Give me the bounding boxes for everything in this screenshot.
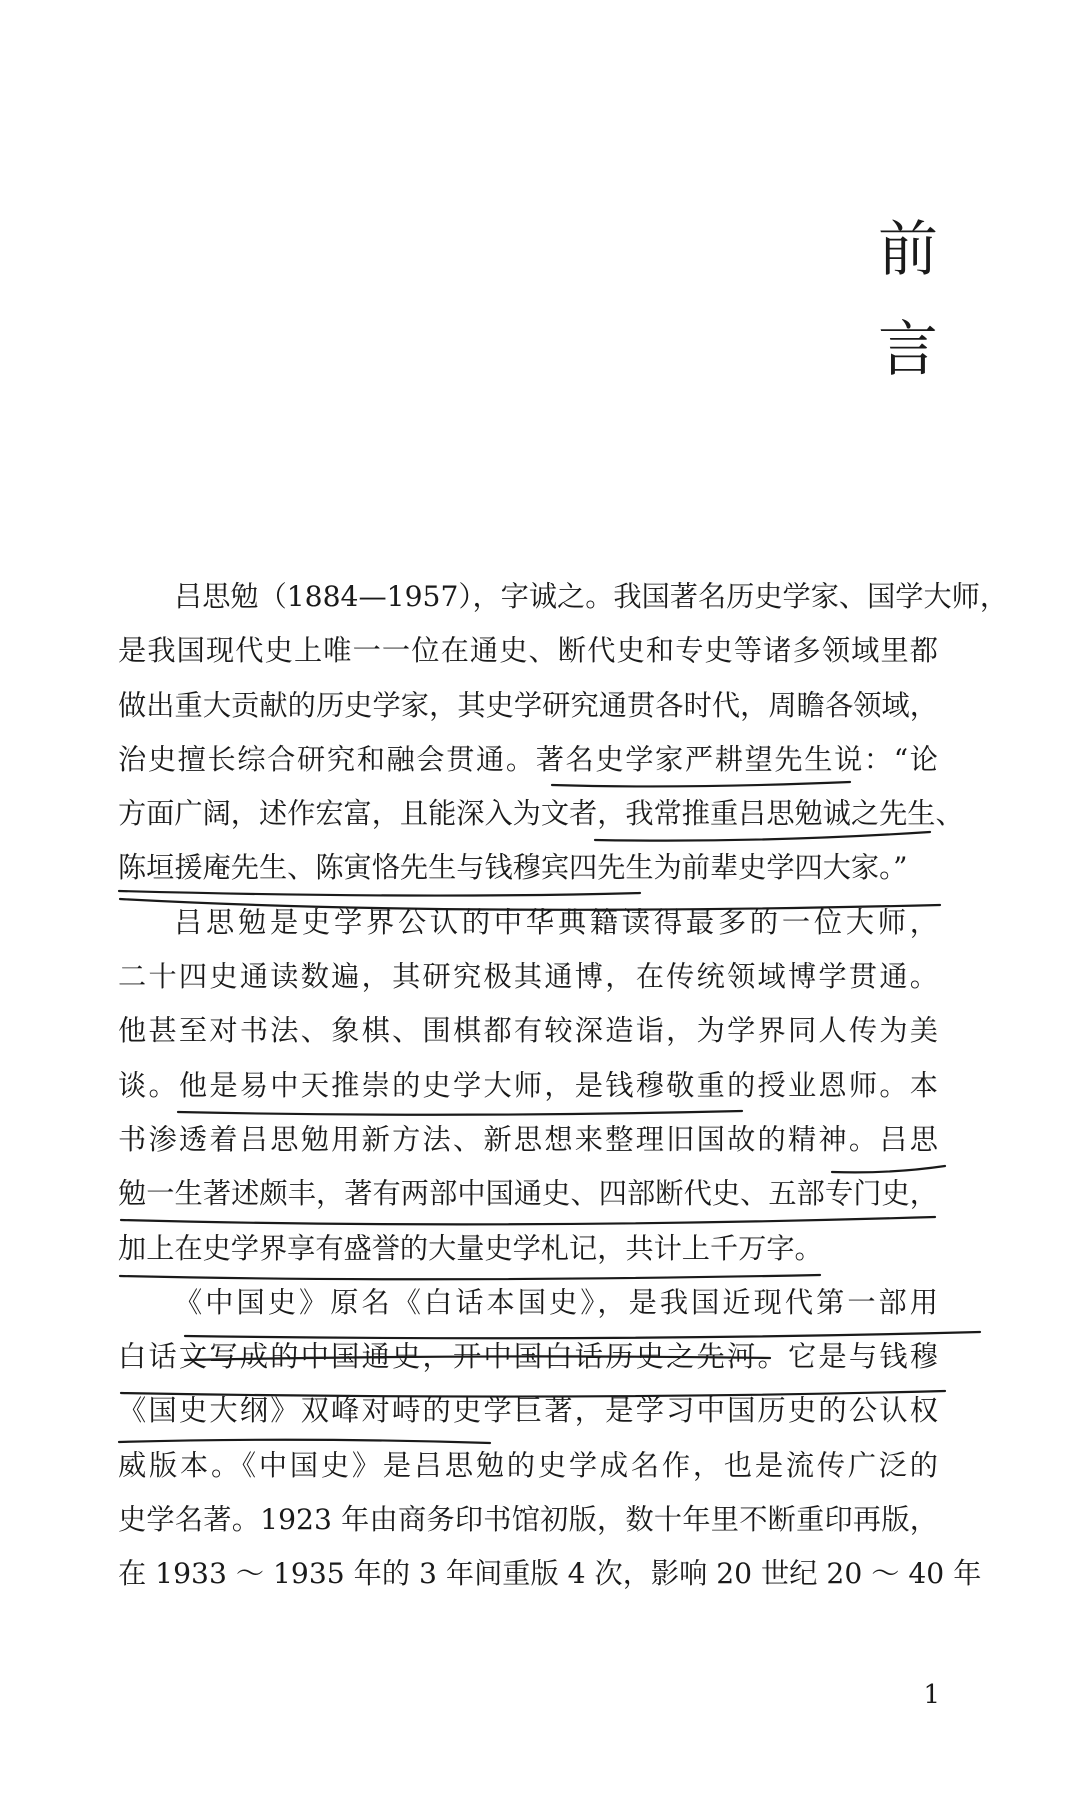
text-line: 白话文写成的中国通史，开中国白话历史之先河。它是与钱穆	[118, 1340, 938, 1374]
title-char-1: 前	[878, 215, 938, 285]
text-line: 他甚至对书法、象棋、围棋都有较深造诣，为学界同人传为美	[118, 1014, 938, 1048]
text-line: 《国史大纲》双峰对峙的史学巨著，是学习中国历史的公认权	[118, 1394, 938, 1428]
text-line: 书渗透着吕思勉用新方法、新思想来整理旧国故的精神。吕思	[118, 1122, 938, 1156]
text-line: 加上在史学界享有盛誉的大量史学札记，共计上千万字。	[118, 1231, 823, 1265]
text-line: 治史擅长综合研究和融会贯通。著名史学家严耕望先生说：“论	[118, 742, 938, 776]
title-char-2: 言	[878, 315, 938, 385]
text-line: 威版本。《中国史》是吕思勉的史学成名作，也是流传广泛的	[118, 1448, 938, 1482]
text-line: 谈。他是易中天推崇的史学大师，是钱穆敬重的授业恩师。本	[118, 1068, 938, 1102]
text-line: 是我国现代史上唯一一位在通史、断代史和专史等诸多领域里都	[118, 634, 938, 668]
page-number: 1	[923, 1680, 940, 1710]
text-line: 吕思勉是史学界公认的中华典籍读得最多的一位大师，	[174, 905, 938, 939]
text-line: 二十四史通读数遍，其研究极其通博，在传统领域博学贯通。	[118, 960, 938, 994]
text-line: 在 1933 ～ 1935 年的 3 年间重版 4 次，影响 20 世纪 20 ～ 40 年	[118, 1557, 982, 1591]
text-line: 陈垣援庵先生、陈寅恪先生与钱穆宾四先生为前辈史学四大家。”	[118, 851, 908, 885]
text-line: 史学名著。1923 年由商务印书馆初版，数十年里不断重印再版，	[118, 1503, 938, 1537]
text-line: 做出重大贡献的历史学家，其史学研究通贯各时代，周瞻各领域，	[118, 688, 938, 722]
text-line: 方面广阔，述作宏富，且能深入为文者，我常推重吕思勉诚之先生、	[118, 797, 964, 831]
text-line: 勉一生著述颇丰，著有两部中国通史、四部断代史、五部专门史，	[118, 1177, 938, 1211]
text-line: 吕思勉（1884—1957），字诚之。我国著名历史学家、国学大师，	[174, 580, 1009, 613]
text-line: 《中国史》原名《白话本国史》，是我国近现代第一部用	[174, 1285, 938, 1319]
page-title	[868, 200, 948, 400]
body-text	[118, 570, 1009, 1602]
